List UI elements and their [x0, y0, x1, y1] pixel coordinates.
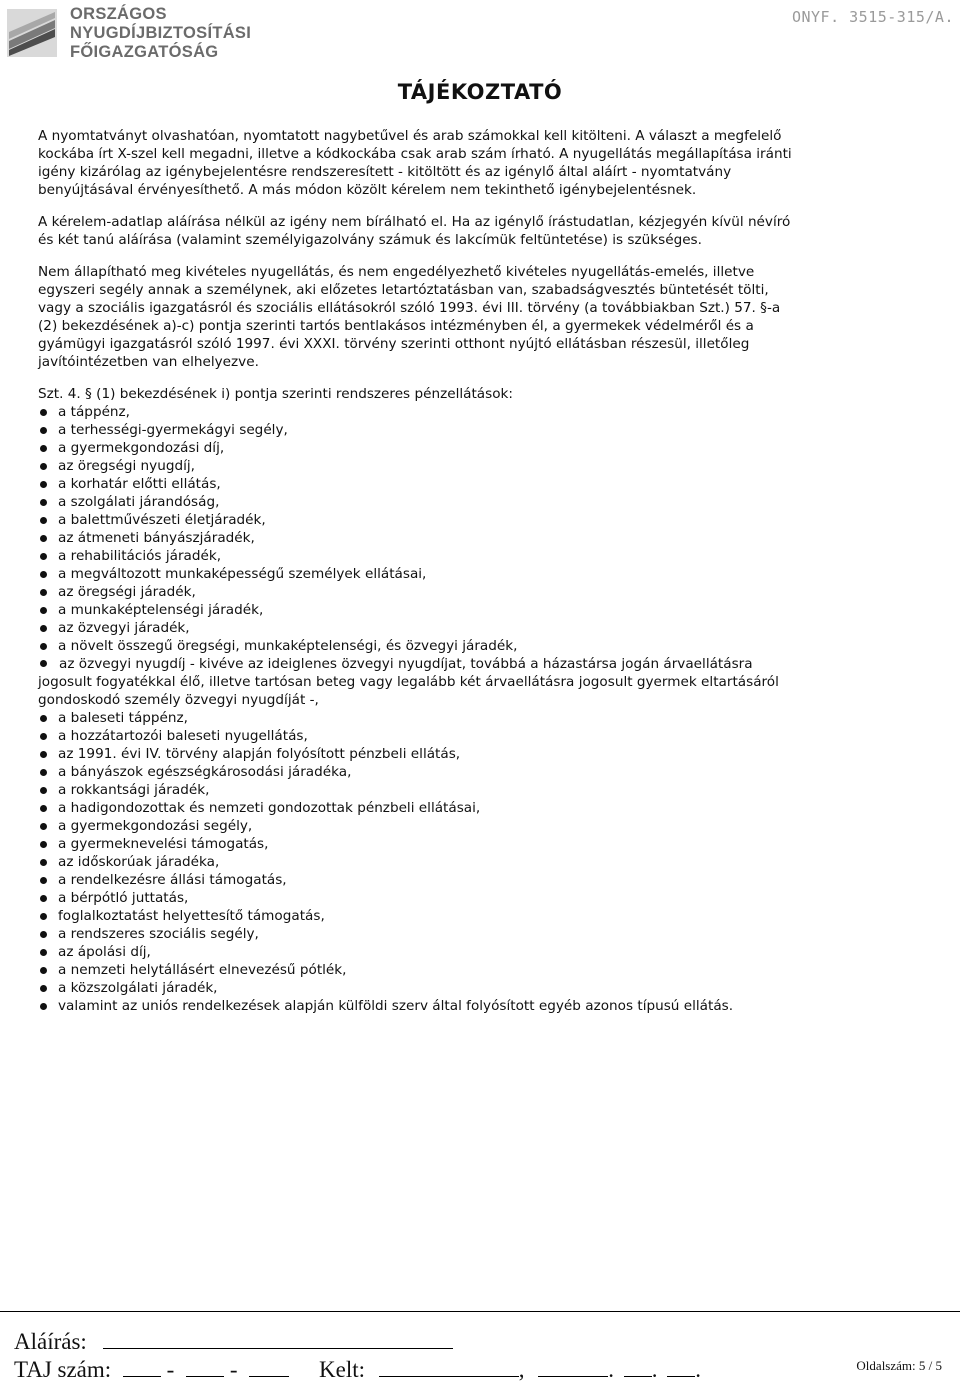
footer-divider [0, 1311, 960, 1312]
list-item [38, 781, 802, 799]
benefit-list [38, 403, 802, 1015]
bullet-icon [40, 787, 47, 794]
list-item-text: a rehabilitációs járadék, [58, 548, 222, 564]
list-item-text: a gyermekgondozási segély, [58, 818, 253, 834]
list-item-text: a korhatár előtti ellátás, [58, 476, 221, 492]
form-code: ONYF. 3515-315/A. [791, 8, 954, 26]
date-place-field[interactable] [379, 1358, 519, 1377]
list-item [38, 619, 802, 637]
list-item-text: az özvegyi nyugdíj - kivéve az ideiglenes özvegyi nyugdíjat, továbbá a házastársa jogán árvaellátásra jogosult fogyatékkal élő, illetve tartósan beteg vagy legalább két árvaellátásra jogosult gyermek eltartásáról gondoskodó személy özvegyi nyugdíját -, [38, 656, 779, 708]
bullet-icon [40, 823, 47, 830]
bullet-icon [40, 445, 47, 452]
organization-name [70, 5, 251, 62]
list-item [38, 421, 802, 439]
list-item [38, 925, 802, 943]
list-item [38, 709, 802, 727]
bullet-icon [40, 499, 47, 506]
taj-separator-2: - [229, 1357, 238, 1382]
onyf-logo-icon [6, 8, 58, 58]
paragraph-instructions: A nyomtatványt olvashatóan, nyomtatott nagybetűvel és arab számokkal kell kitölteni. A választ a megfelelő kockába írt X-szel kell megadni, illetve a kódkockába csak arab szám írható. A nyugellátás megállapítása iránti igény kizárólag az igénybejelentésre rendszeresített - kitöltött és az igénylő által aláírt - nyomtatvány benyújtásával érvényesíthető. A más módon közölt kérelem nem tekinthető igénybejelentésnek. [38, 128, 792, 198]
list-item [38, 655, 802, 709]
bullet-icon [40, 571, 47, 578]
list-item [38, 997, 802, 1015]
date-year-field[interactable] [538, 1358, 608, 1377]
list-item-text: a táppénz, [58, 404, 131, 420]
list-item [38, 727, 802, 745]
list-item-text: az átmeneti bányászjáradék, [58, 530, 255, 546]
list-item-text: a hozzátartozói baleseti nyugellátás, [58, 728, 308, 744]
bullet-icon [40, 553, 47, 560]
list-item-text: az időskorúak járadéka, [58, 854, 220, 870]
list-intro: Szt. 4. § (1) bekezdésének i) pontja szerinti rendszeres pénzellátások: [38, 386, 513, 402]
bullet-icon [40, 481, 47, 488]
bullet-icon [40, 931, 47, 938]
bullet-icon [40, 859, 47, 866]
paragraph-signature-rules: A kérelem-adatlap aláírása nélkül az igény nem bírálható el. Ha az igénylő írástudatlan, kézjegyén kívül névíró és két tanú aláírása (valamint személyigazolvány számuk és lakcímük feltüntetése) is szükséges. [38, 214, 791, 248]
list-item [38, 961, 802, 979]
bullet-icon [40, 409, 47, 416]
list-item [38, 871, 802, 889]
org-line-2: NYUGDÍJBIZTOSÍTÁSI [70, 24, 252, 42]
list-item-text: az 1991. évi IV. törvény alapján folyósított pénzbeli ellátás, [58, 746, 461, 762]
list-item-text: a szolgálati járandóság, [58, 494, 220, 510]
paragraph-exclusions: Nem állapítható meg kivételes nyugellátás, és nem engedélyezhető kivételes nyugellátás-emelés, illetve egyszeri segély annak a személynek, aki előzetes letartóztatásban van, szabadságvesztés büntetését tölti, vagy a szociális igazgatásról és szociális ellátásokról szóló 1993. évi III. törvény (a továbbiakban Szt.) 57. §-a (2) bekezdésének a)-c) pontja szerinti tartós bentlakásos intézményben él, a gyermekek védelméről és a gyámügyi igazgatásról szóló 1997. évi XXXI. törvény szerinti otthont nyújtó ellátásban részesül, illetőleg javítóintézetben van elhelyezve. [38, 264, 781, 370]
list-item-text: a hadigondozottak és nemzeti gondozottak pénzbeli ellátásai, [58, 800, 481, 816]
list-item-text: a nemzeti helytállásért elnevezésű pótlék, [58, 962, 347, 978]
list-item-text: az ápolási díj, [58, 944, 151, 960]
taj-label: TAJ szám: [14, 1357, 112, 1382]
list-item-text: a növelt összegű öregségi, munkaképtelenségi, és özvegyi járadék, [58, 638, 518, 654]
list-item-text: az öregségi nyugdíj, [58, 458, 195, 474]
taj-date-row [14, 1357, 701, 1383]
list-item-text: a gyermeknevelési támogatás, [58, 836, 269, 852]
document-body [38, 127, 802, 1015]
date-dot-2: . [651, 1357, 658, 1382]
bullet-icon [40, 589, 47, 596]
list-item [38, 547, 802, 565]
bullet-icon [40, 1003, 47, 1010]
list-item [38, 763, 802, 781]
list-item [38, 475, 802, 493]
bullet-icon [40, 985, 47, 992]
bullet-icon [40, 769, 47, 776]
bullet-icon [40, 877, 47, 884]
list-item-text: a baleseti táppénz, [58, 710, 188, 726]
list-item-text: a megváltozott munkaképességű személyek ellátásai, [58, 566, 427, 582]
page-title: TÁJÉKOZTATÓ [397, 80, 563, 104]
list-item-text: a bérpótló juttatás, [58, 890, 189, 906]
signature-field[interactable] [103, 1330, 453, 1349]
org-line-1: ORSZÁGOS [70, 5, 167, 23]
list-item [38, 565, 802, 583]
list-item [38, 403, 802, 421]
bullet-icon [40, 715, 47, 722]
list-item [38, 907, 802, 925]
list-item-text: az özvegyi járadék, [58, 620, 190, 636]
list-item-text: a rendszeres szociális segély, [58, 926, 259, 942]
list-item [38, 529, 802, 547]
list-item [38, 817, 802, 835]
list-item-text: a terhességi-gyermekágyi segély, [58, 422, 288, 438]
list-item [38, 889, 802, 907]
list-item [38, 835, 802, 853]
list-item [38, 601, 802, 619]
bullet-icon [40, 535, 47, 542]
list-item-text: a munkaképtelenségi járadék, [58, 602, 264, 618]
list-item-text: a rokkantsági járadék, [58, 782, 210, 798]
bullet-icon [40, 805, 47, 812]
signature-label: Aláírás: [14, 1329, 87, 1354]
list-item [38, 637, 802, 655]
date-comma: , [518, 1357, 525, 1382]
list-item [38, 493, 802, 511]
bullet-icon [40, 913, 47, 920]
list-item [38, 979, 802, 997]
bullet-icon [40, 751, 47, 758]
list-item-text: a rendelkezésre állási támogatás, [58, 872, 287, 888]
list-item-text: a balettművészeti életjáradék, [58, 512, 266, 528]
bullet-icon [40, 967, 47, 974]
date-day-field[interactable] [667, 1358, 695, 1377]
list-item-text: a bányászok egészségkárosodási járadéka, [58, 764, 352, 780]
org-line-3: FŐIGAZGATÓSÁG [70, 43, 219, 61]
bullet-icon [40, 841, 47, 848]
taj-field-1[interactable] [123, 1358, 161, 1377]
date-dot-3: . [695, 1357, 702, 1382]
bullet-icon [40, 660, 47, 667]
list-item [38, 745, 802, 763]
page-number: Oldalszám: 5 / 5 [856, 1358, 942, 1373]
list-item [38, 511, 802, 529]
list-item [38, 799, 802, 817]
date-month-field[interactable] [624, 1358, 652, 1377]
bullet-icon [40, 463, 47, 470]
taj-separator-1: - [166, 1357, 175, 1382]
bullet-icon [40, 895, 47, 902]
bullet-icon [40, 949, 47, 956]
list-item [38, 583, 802, 601]
list-item [38, 439, 802, 457]
bullet-icon [40, 607, 47, 614]
list-item-text: valamint az uniós rendelkezések alapján külföldi szerv által folyósított egyéb azonos típusú ellátás. [58, 998, 734, 1014]
list-item-text: az öregségi járadék, [58, 584, 196, 600]
list-item-text: foglalkoztatást helyettesítő támogatás, [58, 908, 325, 924]
list-item [38, 457, 802, 475]
list-item-text: a közszolgálati járadék, [58, 980, 218, 996]
bullet-icon [40, 517, 47, 524]
date-dot-1: . [608, 1357, 615, 1382]
list-item-text: a gyermekgondozási díj, [58, 440, 225, 456]
bullet-icon [40, 643, 47, 650]
bullet-icon [40, 625, 47, 632]
taj-field-2[interactable] [186, 1358, 224, 1377]
list-item [38, 943, 802, 961]
list-item [38, 853, 802, 871]
kelt-label: Kelt: [319, 1357, 366, 1382]
bullet-icon [40, 427, 47, 434]
signature-row [14, 1329, 453, 1355]
bullet-icon [40, 733, 47, 740]
taj-field-3[interactable] [249, 1358, 289, 1377]
